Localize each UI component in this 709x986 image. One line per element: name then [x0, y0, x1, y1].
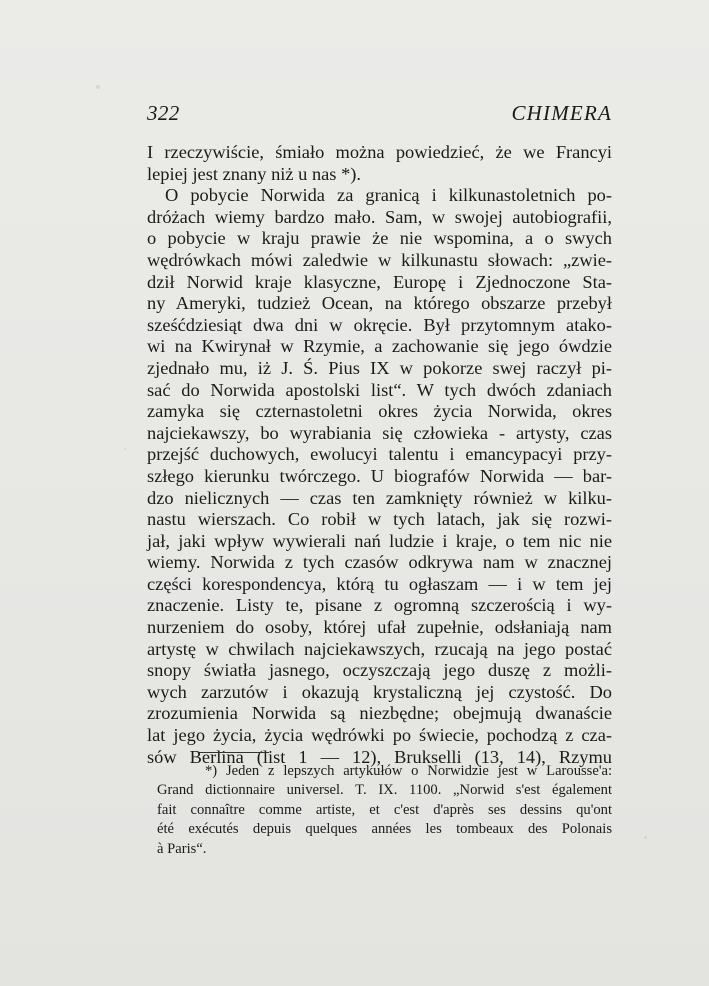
text-line: wych zarzutów i okazują krystaliczną jej czystość. Do	[147, 681, 612, 702]
text-line: I rzeczywiście, śmiało można powiedzieć, że we Francyi	[147, 142, 612, 162]
text-line: sów Berlina (list 1 — 12), Brukselli (13, 14), Rzymu	[147, 746, 612, 767]
text-line: wędrówkach mówi zaledwie w kilkunastu słowach: „zwie-	[147, 249, 612, 270]
text-line: dróżach wiemy bardzo mało. Sam, w swojej autobiografii,	[147, 206, 612, 227]
text-line: nurzeniem do osoby, której ufał zupełnie, odsłaniają nam	[147, 617, 612, 638]
text-line: wi na Kwirynał w Rzymie, a zachowanie się jego ówdzie	[147, 336, 612, 357]
text-line: dził Norwid kraje klasyczne, Europę i Zjednoczone Sta-	[147, 271, 612, 292]
text-line: lat jego życia, życia wędrówki po świecie, pochodzą z cza-	[147, 725, 612, 746]
footnote	[157, 762, 612, 859]
text-line: nastu wierszach. Co robił w tych latach, jak się rozwi-	[147, 509, 612, 530]
text-line: szłego kierunku twórczego. U biografów Norwida — bar-	[147, 465, 612, 486]
text-line: lepiej jest znany niż u nas *).	[147, 163, 361, 184]
text-line: o pobycie w kraju prawie że nie wspomina, a o swych	[147, 228, 612, 249]
text-line: wiemy. Norwida z tych czasów odkrywa nam w znacznej	[147, 552, 612, 573]
text-line: zrozumienia Norwida są niezbędne; obejmują dwanaście	[147, 703, 612, 724]
text-line: O pobycie Norwida za granicą i kilkunastoletnich po-	[165, 185, 612, 206]
text-line: zamyka się czternastoletni okres życia Norwida, okres	[147, 401, 612, 422]
running-head: CHIMERA	[511, 101, 612, 125]
page-number: 322	[147, 101, 180, 125]
paper-speck	[124, 448, 126, 450]
text-line: zjednało mu, iż J. Ś. Pius IX w pokorze swej raczył pi-	[147, 357, 612, 378]
footnote-line: fait connaître comme artiste, et c'est d'après ses dessins qu'ont	[157, 801, 612, 818]
text-line: snopy światła jasnego, oczyszczają jego duszę z możli-	[147, 660, 612, 681]
paper-speck	[644, 836, 647, 839]
main-text	[147, 142, 612, 768]
text-line: dzo nielicznych — czas ten zamknięty również w kilku-	[147, 487, 612, 508]
footnote-line: *) Jeden z lepszych artykułów o Norwidzie jest w Larousse'a:	[205, 763, 612, 779]
text-line: sześćdziesiąt dwa dni w okręcie. Był przytomnym atako-	[147, 314, 612, 335]
footnote-line: été exécutés depuis quelques années les tombeaux des Polonais	[157, 821, 612, 838]
text-line: ny Ameryki, tudzież Ocean, na którego obszarze przebył	[147, 293, 612, 314]
footnote-divider	[199, 752, 269, 753]
text-line: artystę w chwilach najciekawszych, rzucają na jego postać	[147, 638, 612, 659]
page-header	[147, 101, 612, 129]
text-line: jał, jaki wpływ wywierali nań ludzie i kraje, o tem nic nie	[147, 530, 612, 551]
paper-speck	[96, 85, 100, 89]
text-line: części korespondencya, którą tu ogłaszam — i w tem jej	[147, 573, 612, 594]
text-line: przejść duchowych, ewolucyi talentu i emancypacyi przy-	[147, 444, 612, 465]
text-line: sać do Norwida apostolski list“. W tych dwóch zdaniach	[147, 379, 612, 400]
footnote-line: Grand dictionnaire universel. T. IX. 1100. „Norwid s'est également	[157, 782, 612, 799]
text-line: znaczenie. Listy te, pisane z ogromną szczerością i wy-	[147, 595, 612, 616]
footnote-line: à Paris“.	[157, 840, 207, 857]
text-line: najciekawszy, bo wyrabiania się człowieka - artysty, czas	[147, 422, 612, 443]
